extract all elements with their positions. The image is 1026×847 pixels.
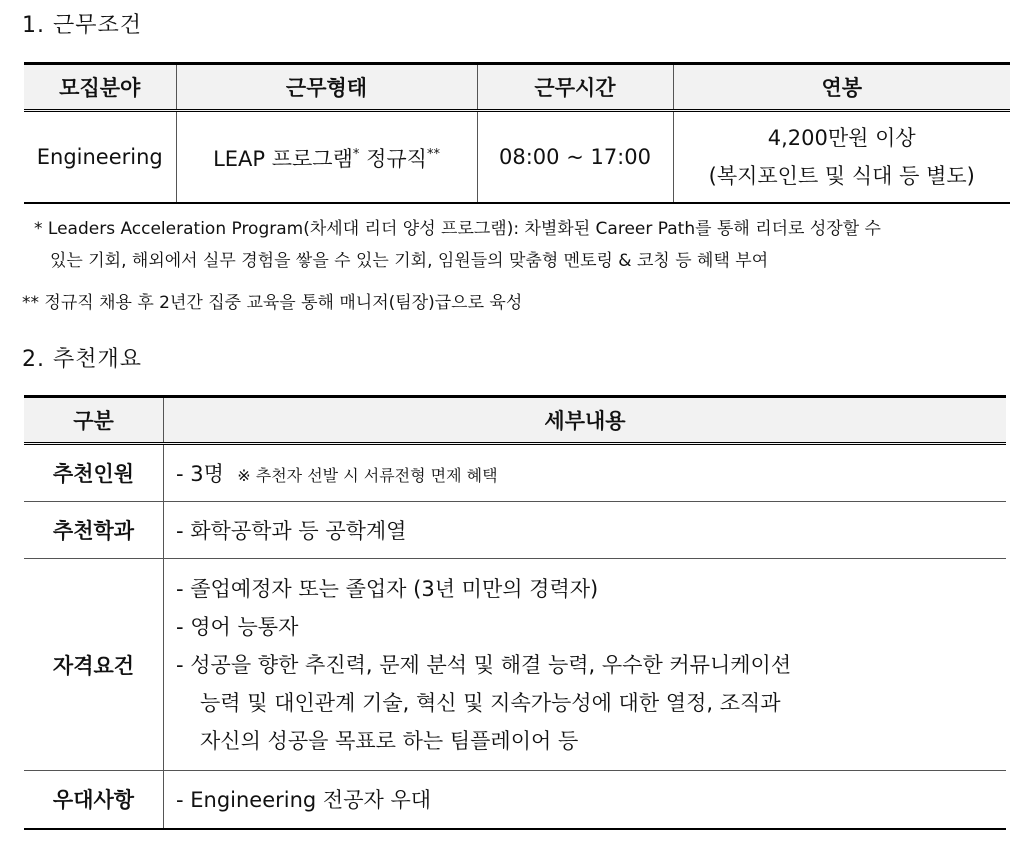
salary-line2: (복지포인트 및 식대 등 별도): [708, 164, 975, 188]
row-content: - Engineering 전공자 우대: [164, 771, 1007, 829]
row-label: 추천인원: [24, 444, 164, 502]
salary-line1: 4,200만원 이상: [767, 126, 916, 150]
work-conditions-table: [24, 62, 1010, 204]
header-details: 세부내용: [164, 397, 1007, 444]
work-type-text: LEAP 프로그램: [213, 147, 353, 171]
requirement-line: - 성공을 향한 추진력, 문제 분석 및 해결 능력, 우수한 커뮤니케이션: [176, 652, 792, 677]
requirement-line: - 졸업예정자 또는 졸업자 (3년 미만의 경력자): [176, 576, 599, 601]
section-1-title: 1. 근무조건: [22, 13, 142, 38]
recommend-count-note: ※ 추천자 선발 시 서류전형 면제 혜택: [237, 466, 498, 485]
cell-salary: [673, 111, 1010, 204]
cell-hours: 08:00 ~ 17:00: [477, 111, 673, 204]
table-row: [24, 502, 1006, 559]
work-type-mark1: *: [352, 147, 360, 162]
header-work-type: 근무형태: [176, 64, 477, 111]
table-header-row: [24, 397, 1006, 444]
table-header-row: [24, 64, 1010, 111]
footnote-2: ** 정규직 채용 후 2년간 집중 교육을 통해 매니저(팀장)급으로 육성: [22, 293, 523, 313]
cell-field: Engineering: [24, 111, 176, 204]
requirement-line: 자신의 성공을 목표로 하는 팀플레이어 등: [200, 728, 579, 753]
row-content: [164, 444, 1007, 502]
footnote-1-line2: 있는 기회, 해외에서 실무 경험을 쌓을 수 있는 기회, 임원들의 맞춤형 멘토링 & 코칭 등 혜택 부여: [50, 251, 769, 271]
table-row: [24, 444, 1006, 502]
requirement-line: - 영어 능통자: [176, 614, 299, 639]
row-label: 추천학과: [24, 502, 164, 559]
header-field: 모집분야: [24, 64, 176, 111]
work-type-mark2: **: [426, 147, 440, 162]
section-2-title: 2. 추천개요: [22, 347, 142, 372]
footnote-1-line1: * Leaders Acceleration Program(차세대 리더 양성 프로그램): 차별화된 Career Path를 통해 리더로 성장할 수: [34, 219, 881, 239]
cell-work-type: [176, 111, 477, 204]
row-label: 자격요건: [24, 559, 164, 771]
requirement-line: 능력 및 대인관계 기술, 혁신 및 지속가능성에 대한 열정, 조직과: [200, 690, 781, 715]
header-work-hours: 근무시간: [477, 64, 673, 111]
recommendation-table: [24, 395, 1006, 830]
table-row: [24, 111, 1010, 204]
work-type-suffix: 정규직: [366, 147, 427, 171]
row-content: [164, 559, 1007, 771]
table-row: [24, 559, 1006, 771]
recommend-count: - 3명: [176, 462, 224, 486]
row-label: 우대사항: [24, 771, 164, 829]
row-content: - 화학공학과 등 공학계열: [164, 502, 1007, 559]
header-salary: 연봉: [673, 64, 1010, 111]
header-category: 구분: [24, 397, 164, 444]
footnote-1: [34, 213, 881, 277]
table-row: [24, 771, 1006, 829]
